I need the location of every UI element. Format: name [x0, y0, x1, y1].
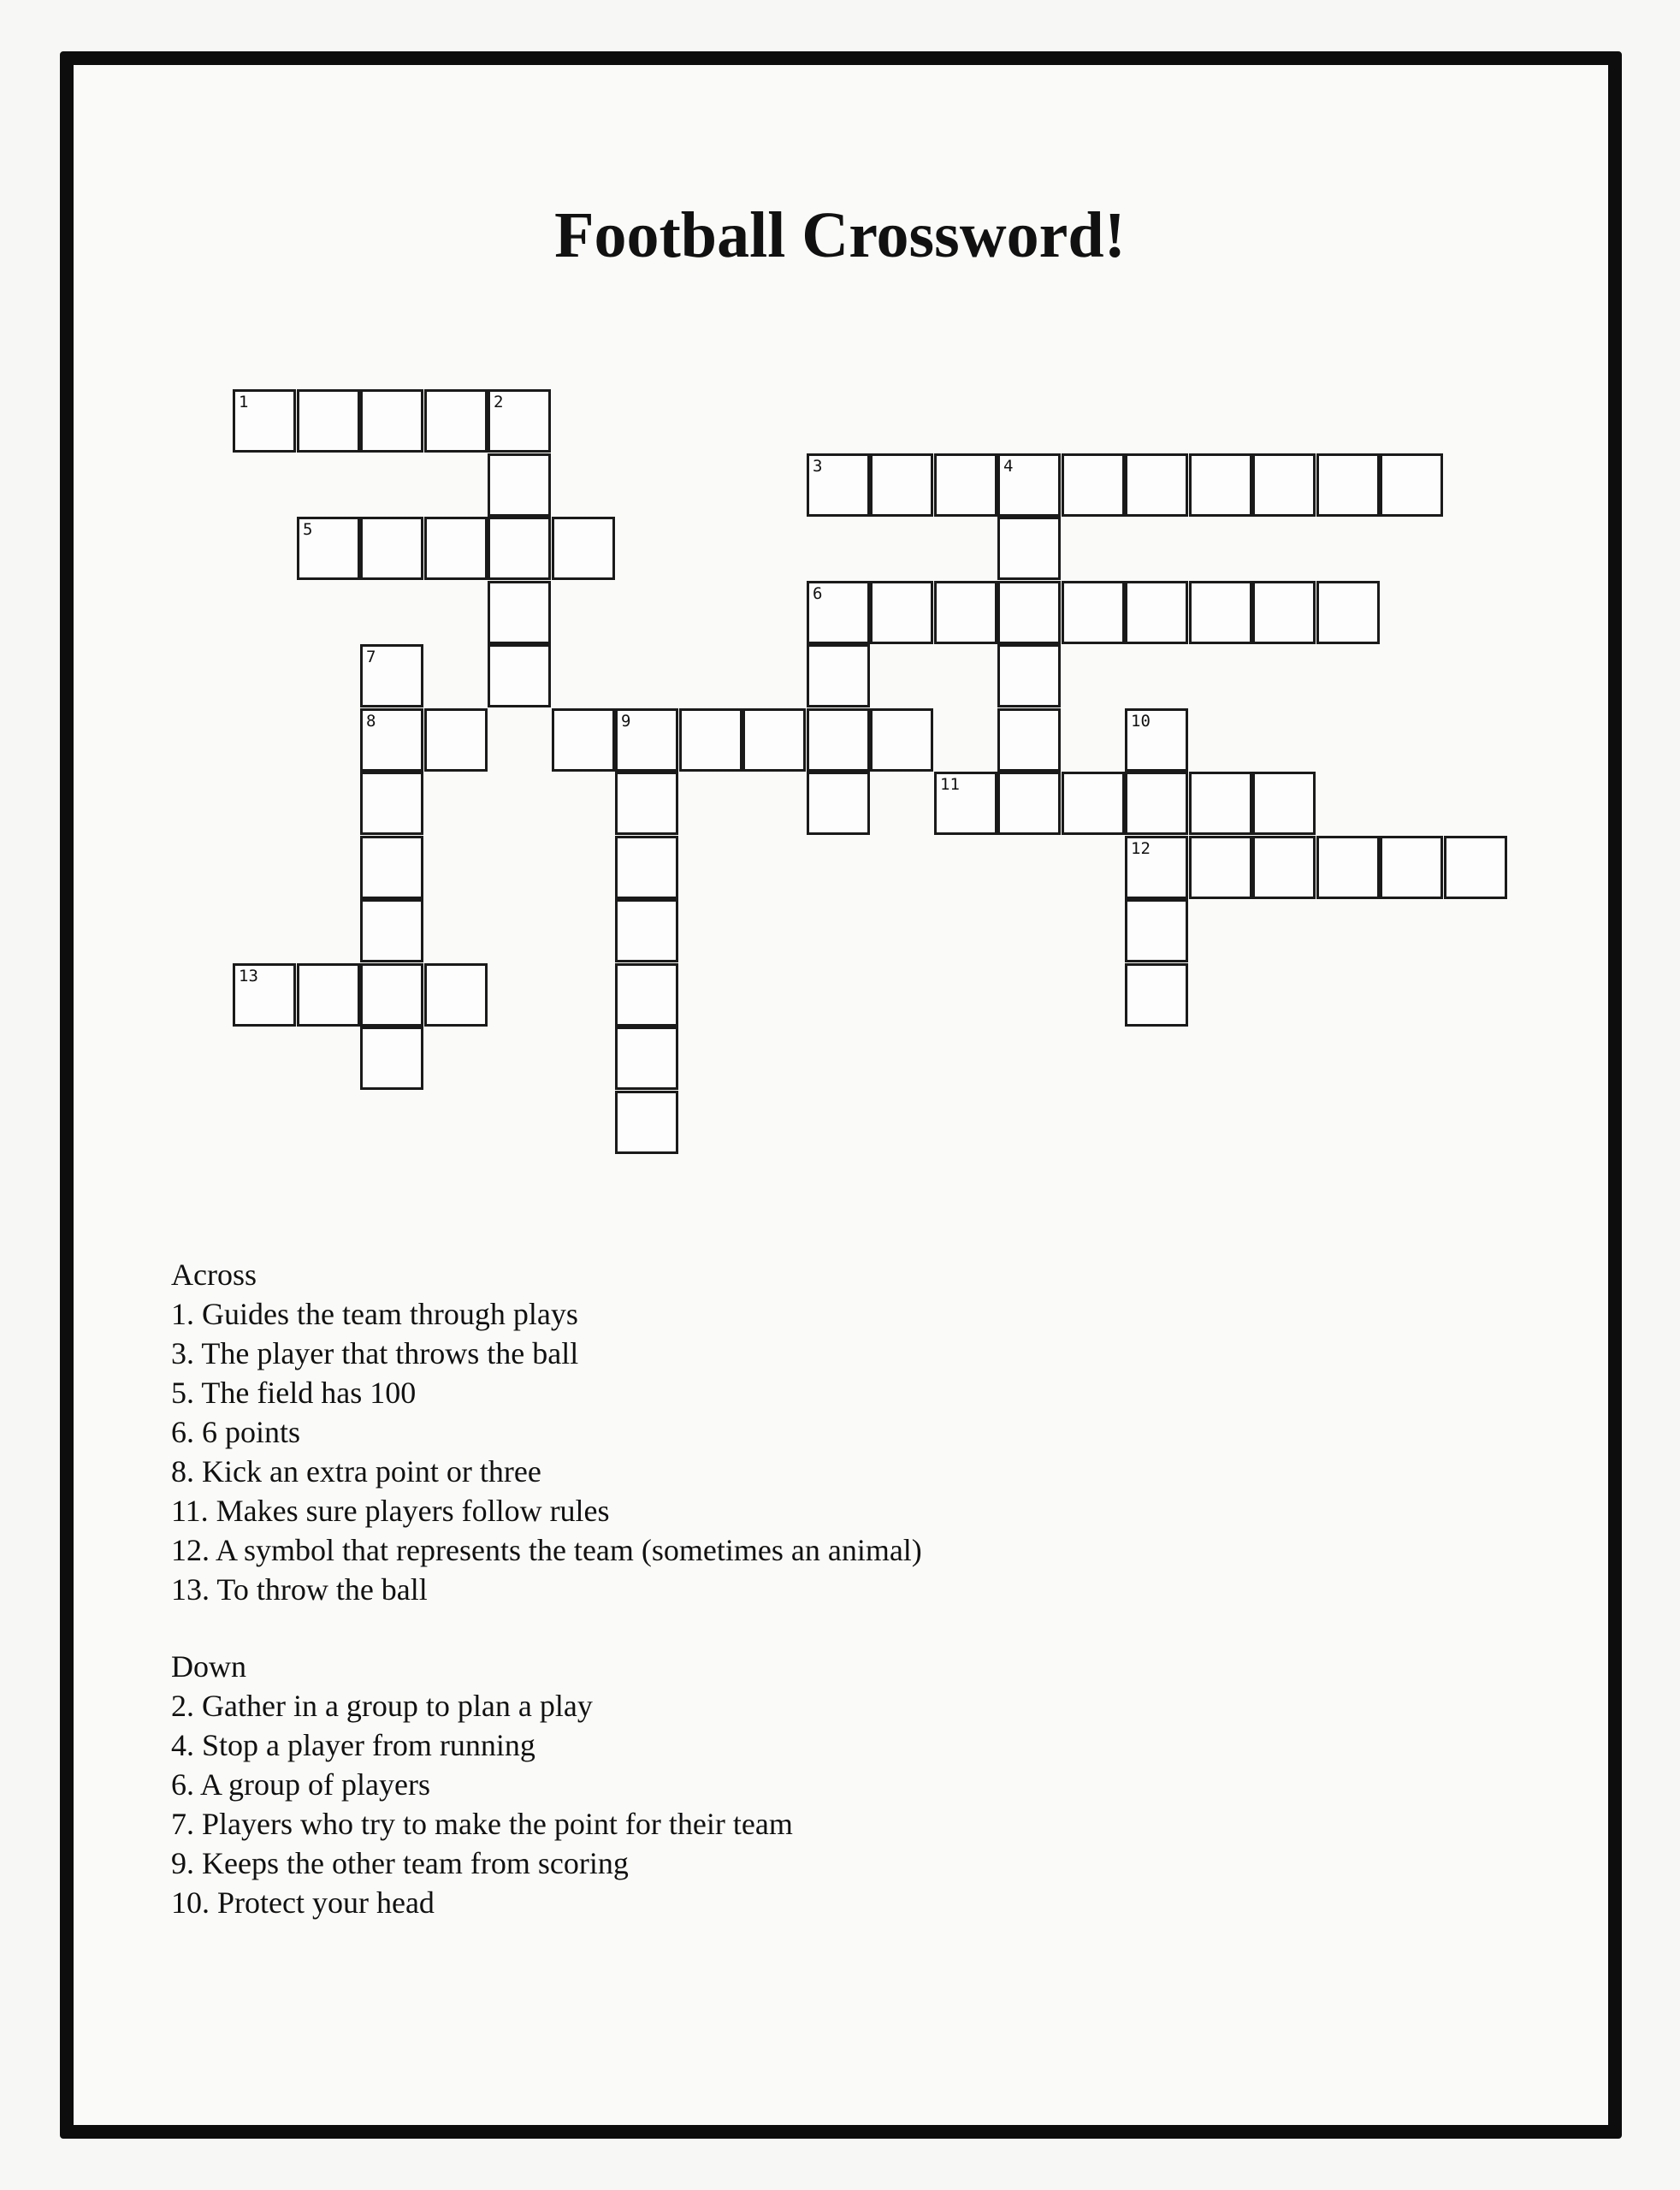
- crossword-cell-1[interactable]: [233, 389, 296, 453]
- crossword-cell[interactable]: [934, 453, 997, 517]
- crossword-cell[interactable]: [1062, 772, 1125, 835]
- crossword-cell[interactable]: [1125, 581, 1188, 644]
- crossword-cell[interactable]: [1252, 772, 1316, 835]
- crossword-cell[interactable]: [424, 517, 488, 580]
- crossword-cell[interactable]: [360, 772, 423, 835]
- crossword-cell[interactable]: [297, 963, 360, 1027]
- clue-number: 9: [621, 712, 631, 731]
- crossword-cell[interactable]: [552, 517, 615, 580]
- crossword-cell-12[interactable]: [1125, 836, 1188, 899]
- crossword-cell[interactable]: [360, 1027, 423, 1090]
- crossword-cell[interactable]: [742, 708, 806, 772]
- crossword-cell[interactable]: [679, 708, 742, 772]
- crossword-cell[interactable]: [1316, 581, 1380, 644]
- clue-number: 8: [366, 712, 376, 731]
- crossword-cell[interactable]: [424, 708, 488, 772]
- crossword-cell[interactable]: [1189, 836, 1252, 899]
- crossword-cell[interactable]: [615, 963, 678, 1027]
- clue-across-11: 11. Makes sure players follow rules: [171, 1494, 610, 1528]
- clue-across-3: 3. The player that throws the ball: [171, 1336, 579, 1370]
- crossword-cell[interactable]: [997, 708, 1061, 772]
- crossword-cell[interactable]: [1062, 453, 1125, 517]
- crossword-cell-10[interactable]: [1125, 708, 1188, 772]
- crossword-cell[interactable]: [807, 708, 870, 772]
- crossword-cell[interactable]: [424, 389, 488, 453]
- across-clues: [171, 1255, 922, 1609]
- crossword-cell[interactable]: [997, 772, 1061, 835]
- crossword-cell[interactable]: [870, 708, 933, 772]
- crossword-cell[interactable]: [488, 581, 551, 644]
- clue-down-7: 7. Players who try to make the point for their team: [171, 1807, 793, 1841]
- crossword-cell[interactable]: [934, 581, 997, 644]
- crossword-cell-4[interactable]: [997, 453, 1061, 517]
- crossword-cell[interactable]: [488, 517, 551, 580]
- crossword-cell[interactable]: [1380, 836, 1443, 899]
- crossword-cell[interactable]: [552, 708, 615, 772]
- crossword-cell[interactable]: [615, 1027, 678, 1090]
- clue-number: 7: [366, 648, 376, 666]
- crossword-cell[interactable]: [1189, 453, 1252, 517]
- clue-across-1: 1. Guides the team through plays: [171, 1297, 578, 1331]
- crossword-cell[interactable]: [1189, 581, 1252, 644]
- clue-down-9: 9. Keeps the other team from scoring: [171, 1846, 629, 1880]
- clue-number: 10: [1131, 712, 1151, 731]
- crossword-cell-9[interactable]: [615, 708, 678, 772]
- crossword-cell[interactable]: [807, 644, 870, 707]
- crossword-cell[interactable]: [997, 517, 1061, 580]
- crossword-cell[interactable]: [360, 899, 423, 962]
- crossword-cell[interactable]: [360, 963, 423, 1027]
- crossword-cell[interactable]: [997, 581, 1061, 644]
- crossword-cell[interactable]: [1444, 836, 1507, 899]
- clue-across-13: 13. To throw the ball: [171, 1572, 428, 1607]
- clue-number: 2: [494, 393, 504, 411]
- crossword-cell[interactable]: [615, 772, 678, 835]
- crossword-cell[interactable]: [1252, 581, 1316, 644]
- crossword-cell[interactable]: [1125, 899, 1188, 962]
- clue-number: 13: [239, 967, 258, 986]
- crossword-cell-3[interactable]: [807, 453, 870, 517]
- clue-down-2: 2. Gather in a group to plan a play: [171, 1689, 593, 1723]
- crossword-cell[interactable]: [1380, 453, 1443, 517]
- page-title: Football Crossword!: [554, 199, 1126, 271]
- crossword-cell-11[interactable]: [934, 772, 997, 835]
- crossword-cell-2[interactable]: [488, 389, 551, 453]
- crossword-cell[interactable]: [1316, 453, 1380, 517]
- crossword-cell[interactable]: [1252, 453, 1316, 517]
- clue-number: 5: [303, 520, 313, 539]
- clue-across-8: 8. Kick an extra point or three: [171, 1454, 541, 1489]
- crossword-cell[interactable]: [424, 963, 488, 1027]
- crossword-cell[interactable]: [870, 453, 933, 517]
- across-heading: Across: [171, 1258, 257, 1292]
- clue-number: 6: [813, 584, 823, 603]
- clue-across-5: 5. The field has 100: [171, 1376, 417, 1410]
- clue-number: 1: [239, 393, 249, 411]
- crossword-cell[interactable]: [297, 389, 360, 453]
- crossword-cell[interactable]: [807, 772, 870, 835]
- clue-across-6: 6. 6 points: [171, 1415, 301, 1449]
- crossword-cell-8[interactable]: [360, 708, 423, 772]
- crossword-cell[interactable]: [870, 581, 933, 644]
- crossword-cell[interactable]: [488, 453, 551, 517]
- crossword-cell[interactable]: [615, 899, 678, 962]
- clue-number: 12: [1131, 839, 1151, 858]
- crossword-cell-13[interactable]: [233, 963, 296, 1027]
- clue-down-4: 4. Stop a player from running: [171, 1728, 535, 1762]
- crossword-cell[interactable]: [1316, 836, 1380, 899]
- down-clues: [171, 1647, 793, 1922]
- crossword-cell[interactable]: [1125, 963, 1188, 1027]
- crossword-cell[interactable]: [615, 1091, 678, 1154]
- crossword-cell-7[interactable]: [360, 644, 423, 707]
- crossword-cell-5[interactable]: [297, 517, 360, 580]
- crossword-cell[interactable]: [997, 644, 1061, 707]
- clue-down-10: 10. Protect your head: [171, 1885, 435, 1920]
- crossword-cell[interactable]: [1125, 453, 1188, 517]
- crossword-cell[interactable]: [1252, 836, 1316, 899]
- crossword-cell[interactable]: [488, 644, 551, 707]
- down-heading: Down: [171, 1649, 246, 1684]
- clue-number: 4: [1003, 457, 1014, 476]
- crossword-cell[interactable]: [1125, 772, 1188, 835]
- clue-down-6: 6. A group of players: [171, 1767, 430, 1802]
- clue-number: 3: [813, 457, 823, 476]
- crossword-cell[interactable]: [1189, 772, 1252, 835]
- crossword-cell[interactable]: [360, 389, 423, 453]
- crossword-cell[interactable]: [360, 517, 423, 580]
- clue-number: 11: [940, 775, 960, 794]
- crossword-cell[interactable]: [1062, 581, 1125, 644]
- crossword-cell[interactable]: [360, 836, 423, 899]
- crossword-cell[interactable]: [615, 836, 678, 899]
- clue-across-12: 12. A symbol that represents the team (sometimes an animal): [171, 1533, 922, 1567]
- crossword-cell-6[interactable]: [807, 581, 870, 644]
